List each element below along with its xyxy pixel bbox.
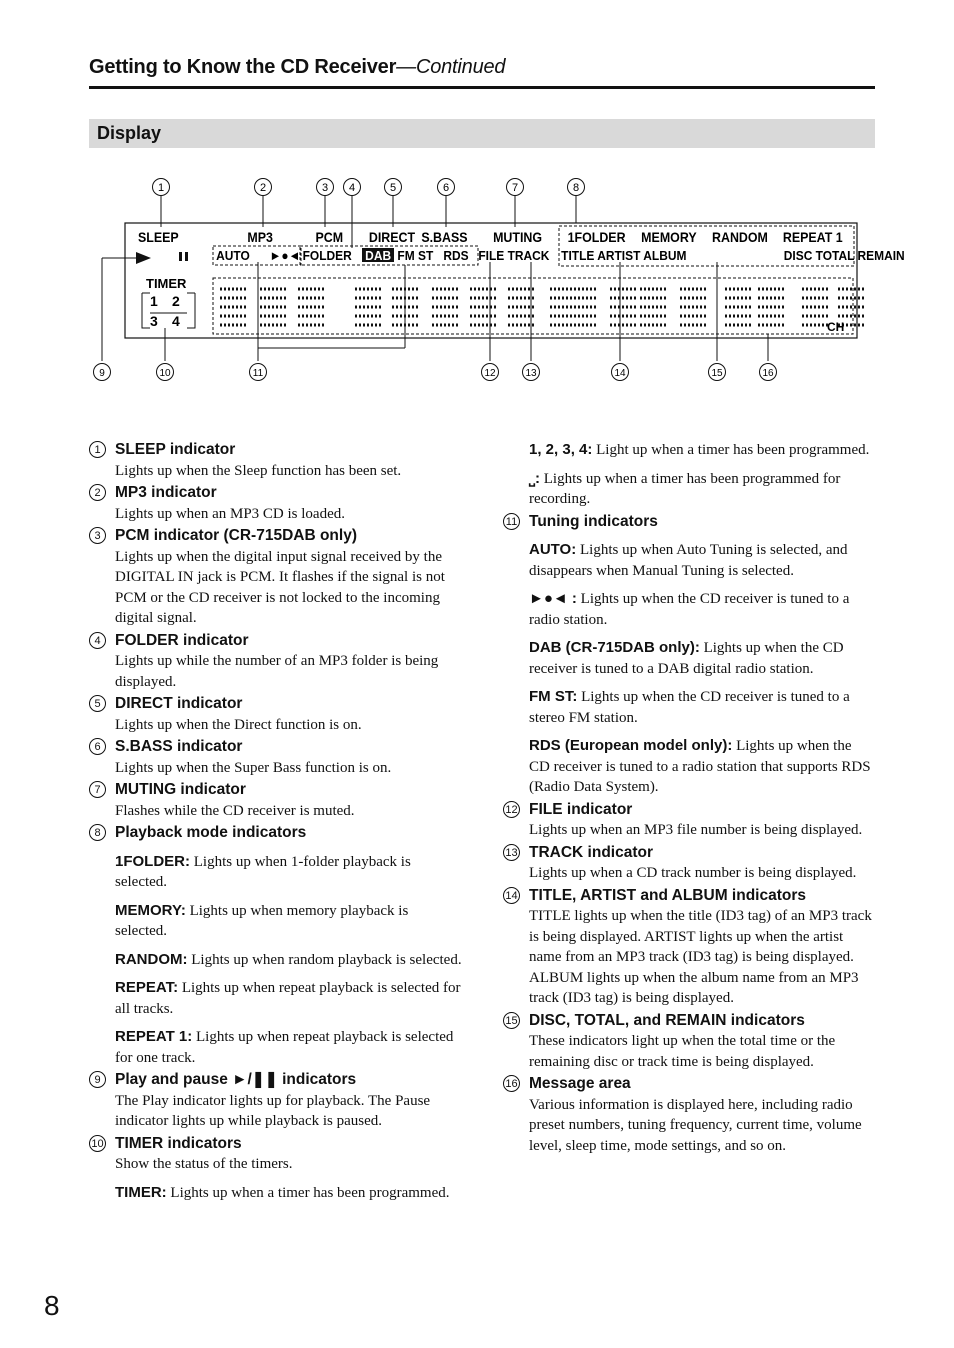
item-body: Lights up while the number of an MP3 folder is being displayed. <box>115 653 439 690</box>
item-body: These indicators light up when the total time or the remaining disc or track time is being displayed. <box>529 1033 836 1070</box>
playback-para: REPEAT 1: Lights up when repeat playback is selected for one track. <box>115 1028 454 1066</box>
repeat1-label: REPEAT 1 <box>782 229 843 246</box>
playback-para: MEMORY: Lights up when memory playback is selected. <box>115 901 409 939</box>
callout-9: 9 <box>99 368 105 379</box>
item-title: Tuning indicators <box>529 512 658 530</box>
item-title: FOLDER indicator <box>115 631 249 649</box>
item-title: Playback mode indicators <box>115 824 307 841</box>
item-number: 4 <box>89 632 106 649</box>
item-title: FILE indicator <box>529 800 633 818</box>
item-body: Show the status of the timers. <box>115 1156 293 1172</box>
fmst-label: FM ST <box>397 248 434 264</box>
tuning-para: AUTO: Lights up when Auto Tuning is selected, and disappears when Manual Tuning is selected. <box>529 541 848 579</box>
callout-6: 6 <box>442 182 450 194</box>
list-item <box>503 843 875 884</box>
item-number: 8 <box>89 824 106 841</box>
playback-para: REPEAT: Lights up when repeat playback is selected for all tracks. <box>115 979 461 1017</box>
timer-numbers-para: 1, 2, 3, 4: Light up when a timer has been programmed. <box>529 441 870 458</box>
callout-3: 3 <box>321 182 329 194</box>
item-body: Lights up when an MP3 file number is being displayed. <box>529 822 863 838</box>
section-bar <box>89 119 875 148</box>
muting-label: MUTING <box>493 229 543 246</box>
timer-1: 1 <box>150 293 158 309</box>
item-body: Lights up when the Direct function is on. <box>115 716 362 733</box>
header-title: Getting to Know the CD Receiver <box>89 56 397 78</box>
sleep-label: SLEEP <box>137 229 179 246</box>
display-diagram <box>80 168 905 393</box>
list-item <box>503 512 875 798</box>
item-number: 5 <box>89 695 106 712</box>
callout-7: 7 <box>511 182 519 194</box>
item-number: 6 <box>89 738 106 755</box>
item-title: PCM indicator (CR-715DAB only) <box>115 527 357 544</box>
callout-5: 5 <box>389 182 397 194</box>
callout-15: 15 <box>711 368 723 379</box>
item-title: MUTING indicator <box>115 781 246 798</box>
playback-para: RANDOM: Lights up when random playback is selected. <box>115 950 462 968</box>
item-body: Lights up when the Sleep function has been set. <box>115 462 402 479</box>
timer-para: TIMER: Lights up when a timer has been programmed. <box>115 1183 450 1201</box>
title-artist-album-label: TITLE ARTIST ALBUM <box>561 248 687 264</box>
list-item <box>503 1011 875 1073</box>
tuning-para: RDS (European model only): Lights up when the CD receiver is tuned to a radio station that supports RDS (Radio Data System). <box>529 737 871 795</box>
callout-12: 12 <box>484 368 496 379</box>
page-header <box>89 56 505 79</box>
callout-14: 14 <box>614 368 626 379</box>
item-title: TITLE, ARTIST and ALBUM indicators <box>529 886 806 904</box>
list-item <box>89 737 464 778</box>
timer-label: TIMER <box>146 276 187 291</box>
sbass-label: S.BASS <box>421 229 468 246</box>
left-column <box>89 440 464 1205</box>
list-item <box>89 1070 464 1132</box>
disc-total-remain-label: DISC TOTAL REMAIN <box>783 248 905 264</box>
callout-10: 10 <box>159 368 171 379</box>
header-continued: —Continued <box>396 56 506 78</box>
timer-2: 2 <box>172 293 180 309</box>
list-item <box>89 483 464 524</box>
callout-13: 13 <box>525 368 537 379</box>
item-body: Flashes while the CD receiver is muted. <box>115 802 355 819</box>
item-number: 12 <box>503 801 520 818</box>
list-item <box>89 694 464 735</box>
right-column <box>503 440 875 1158</box>
list-item <box>503 886 875 1009</box>
item-number: 1 <box>89 441 106 458</box>
item-number: 14 <box>503 887 520 904</box>
callout-16: 16 <box>762 368 774 379</box>
item-number: 2 <box>89 484 106 501</box>
item-number: 13 <box>503 844 520 861</box>
timer-4: 4 <box>172 313 180 329</box>
item-number: 15 <box>503 1012 520 1029</box>
list-item <box>89 1134 464 1204</box>
message-area-digits <box>220 289 866 325</box>
item-title: SLEEP indicator <box>115 441 236 458</box>
item-title: MP3 indicator <box>115 484 217 501</box>
tuning-para: ►●◄ : Lights up when the CD receiver is tuned to a radio station. <box>529 590 850 628</box>
item-number: 3 <box>89 527 106 544</box>
page-number: 8 <box>44 1290 60 1321</box>
timer-record-para: ⎵: Lights up when a timer has been programmed for recording. <box>529 469 841 507</box>
header-rule <box>89 86 875 89</box>
tuning-para: FM ST: Lights up when the CD receiver is tuned to a stereo FM station. <box>529 688 850 726</box>
play-pause-icons <box>102 252 188 264</box>
list-item <box>89 440 464 481</box>
memory-label: MEMORY <box>641 229 697 246</box>
callout-11: 11 <box>252 368 264 379</box>
list-item <box>89 823 464 1068</box>
item-body: The Play indicator lights up for playback. The Pause indicator lights up while playback is paused. <box>115 1092 431 1129</box>
callout-4: 4 <box>348 182 356 194</box>
random-label: RANDOM <box>712 229 768 246</box>
item-body: Lights up when an MP3 CD is loaded. <box>115 505 345 522</box>
tuning-symbols: ►●◄ <box>269 248 301 264</box>
folder1-label: 1FOLDER <box>567 229 626 246</box>
filetrack-label: FILE TRACK <box>478 248 550 264</box>
item-body: Lights up when the Super Bass function is on. <box>115 759 392 776</box>
item-title: DIRECT indicator <box>115 695 243 712</box>
list-item <box>89 780 464 821</box>
top-callouts <box>153 179 585 196</box>
section-title: Display <box>97 123 162 143</box>
item-number: 7 <box>89 781 106 798</box>
item-title: TRACK indicator <box>529 843 653 861</box>
item-title: S.BASS indicator <box>115 738 243 755</box>
item-number: 11 <box>503 513 520 530</box>
item-title: TIMER indicators <box>115 1134 242 1152</box>
item-number: 16 <box>503 1075 520 1092</box>
auto-label: AUTO <box>216 248 250 264</box>
item-title: Message area <box>529 1075 631 1092</box>
callout-2: 2 <box>259 182 267 194</box>
item-body: Lights up when a CD track number is being displayed. <box>529 865 857 881</box>
playback-para: 1FOLDER: Lights up when 1-folder playback is selected. <box>115 852 411 890</box>
item-number: 9 <box>89 1071 106 1088</box>
item-title: Play and pause ►/❚❚ indicators <box>115 1071 357 1088</box>
item-title: DISC, TOTAL, and REMAIN indicators <box>529 1011 805 1029</box>
dab-label: DAB <box>365 248 392 264</box>
rds-label: RDS <box>443 248 469 264</box>
list-item <box>503 800 875 841</box>
callout-1: 1 <box>157 182 165 194</box>
pcm-label: PCM <box>315 229 344 246</box>
list-item <box>89 631 464 693</box>
callout-8: 8 <box>572 182 580 194</box>
timer-3: 3 <box>150 313 158 329</box>
direct-label: DIRECT <box>368 229 416 246</box>
item-body: Lights up when the digital input signal received by the DIGITAL IN jack is PCM. It flashes if the signal is not PCM or the CD receiver is not locked to the incoming digital signal. <box>115 548 445 626</box>
list-item <box>89 526 464 629</box>
list-item <box>503 1074 875 1156</box>
item-number: 10 <box>89 1135 106 1152</box>
item-body: TITLE lights up when the title (ID3 tag) of an MP3 track is being displayed. ARTIST lights up when the artist name from an MP3 track (ID3 tag) is being displayed. ALBUM lights up when the album name from an MP3 track (ID3 tag) is being displayed. <box>529 908 872 1006</box>
tuning-para: DAB (CR-715DAB only): Lights up when the CD receiver is tuned to a DAB digital radio station. <box>529 639 844 677</box>
timer-block <box>142 276 195 329</box>
item-body: Various information is displayed here, including radio preset numbers, tuning frequency, current time, volume level, sleep time, mode settings, and so on. <box>529 1096 862 1154</box>
folder-label: FOLDER <box>302 248 352 264</box>
mp3-label: MP3 <box>247 229 273 246</box>
ch-label: CH <box>827 320 845 334</box>
